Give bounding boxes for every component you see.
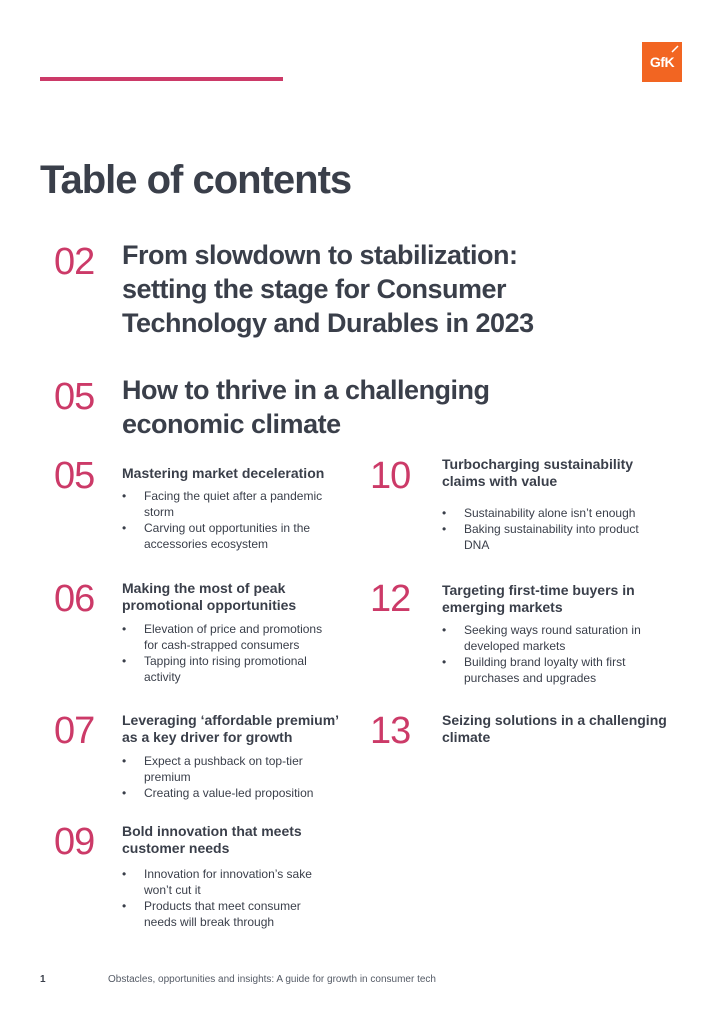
main-section-number[interactable]: 05 xyxy=(54,376,95,418)
subsection-number[interactable]: 13 xyxy=(370,710,411,752)
subsection-bullets xyxy=(122,866,327,930)
bullet-item: • Facing the quiet after a pandemic storm xyxy=(122,488,332,520)
bullet-item: • Innovation for innovation’s sake won’t cut it xyxy=(122,866,327,898)
subsection-title[interactable]: Leveraging ‘affordable premium’ as a key driver for growth xyxy=(122,712,339,745)
bullet-item: • Tapping into rising promotional activity xyxy=(122,653,337,685)
subsection-number[interactable]: 09 xyxy=(54,821,95,863)
logo-text: GfK xyxy=(649,54,675,70)
subsection-bullets xyxy=(442,505,667,553)
bullet-item: • Expect a pushback on top-tier premium xyxy=(122,753,322,785)
subsection-number[interactable]: 06 xyxy=(54,578,95,620)
bullet-item: • Seeking ways round saturation in developed markets xyxy=(442,622,652,654)
subsection-title[interactable]: Bold innovation that meets customer needs xyxy=(122,823,302,856)
bullet-item: • Elevation of price and promotions for cash-strapped consumers xyxy=(122,621,337,653)
gfk-logo xyxy=(642,42,682,82)
bullet-item: • Sustainability alone isn’t enough xyxy=(442,505,667,521)
bullet-item: • Baking sustainability into product DNA xyxy=(442,521,667,553)
bullet-item: • Creating a value-led proposition xyxy=(122,785,322,801)
accent-rule xyxy=(40,77,283,81)
subsection-number[interactable]: 07 xyxy=(54,710,95,752)
subsection-number[interactable]: 10 xyxy=(370,455,411,497)
bullet-item: • Building brand loyalty with first purchases and upgrades xyxy=(442,654,652,686)
subsection-title[interactable]: Mastering market deceleration xyxy=(122,465,325,481)
subsection-bullets xyxy=(122,621,337,685)
subsection-title[interactable]: Seizing solutions in a challenging climate xyxy=(442,712,667,745)
logo-slash-icon xyxy=(671,45,679,53)
main-section-heading[interactable]: From slowdown to stabilization: setting the stage for Consumer Technology and Durables in 2023 xyxy=(122,240,534,338)
subsection-number[interactable]: 12 xyxy=(370,578,411,620)
subsection-bullets xyxy=(442,622,652,686)
subsection-title[interactable]: Making the most of peak promotional opportunities xyxy=(122,580,297,613)
page-number: 1 xyxy=(40,974,46,985)
subsection-title[interactable]: Turbocharging sustainability claims with value xyxy=(442,456,634,489)
main-section-heading[interactable]: How to thrive in a challenging economic climate xyxy=(122,375,490,439)
bullet-item: • Carving out opportunities in the accessories ecosystem xyxy=(122,520,332,552)
main-section-number[interactable]: 02 xyxy=(54,241,95,283)
subsection-title[interactable]: Targeting first-time buyers in emerging markets xyxy=(442,582,635,615)
subsection-bullets xyxy=(122,753,322,801)
footer-text: Obstacles, opportunities and insights: A guide for growth in consumer tech xyxy=(108,974,436,985)
page-title: Table of contents xyxy=(40,158,352,202)
bullet-item: • Products that meet consumer needs will break through xyxy=(122,898,327,930)
subsection-bullets xyxy=(122,488,332,552)
subsection-number[interactable]: 05 xyxy=(54,455,95,497)
